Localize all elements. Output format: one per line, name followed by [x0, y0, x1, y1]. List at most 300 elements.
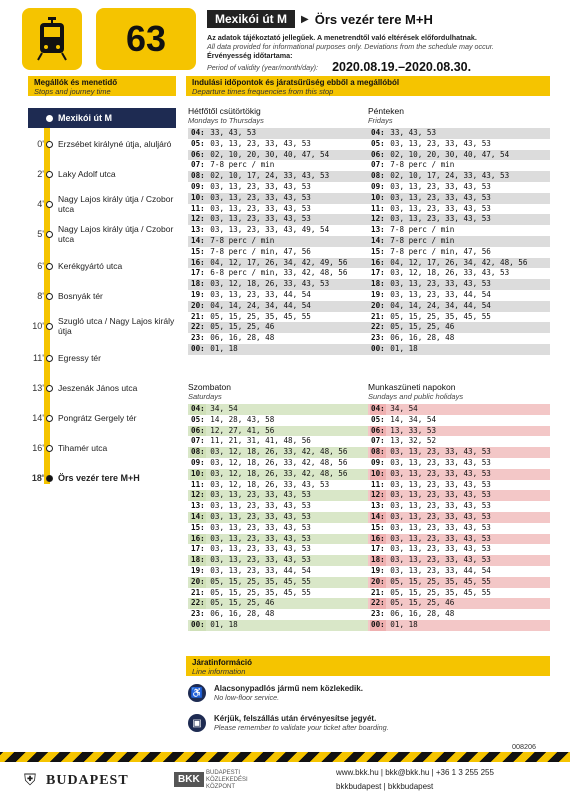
- stop-item: [28, 405, 178, 431]
- table-title-hu: Munkaszüneti napokon: [368, 382, 456, 392]
- stop-dot: [46, 141, 53, 148]
- hour-cell: 09:: [191, 457, 205, 467]
- stop-time: 5': [37, 229, 44, 239]
- minutes-cell: 05, 15, 25, 35, 45, 55: [210, 311, 311, 321]
- table-row: [368, 534, 550, 545]
- bkk-subtitle: BUDAPESTI KÖZLEKEDÉSI KÖZPONT: [206, 770, 248, 790]
- minutes-cell: 03, 12, 18, 26, 33, 43, 53: [210, 279, 330, 289]
- table-row: [368, 501, 550, 512]
- hour-cell: 14:: [371, 511, 385, 521]
- minutes-cell: 14, 28, 43, 58: [210, 414, 275, 424]
- info-text-en: Please remember to validate your ticket after boarding.: [214, 723, 389, 732]
- route-number: 63: [96, 8, 196, 70]
- minutes-cell: 03, 13, 23, 33, 43, 53: [210, 544, 311, 554]
- info-text-hu: Alacsonypadlós jármű nem közlekedik.: [214, 684, 363, 693]
- stop-time: 13': [32, 383, 44, 393]
- minutes-cell: 05, 15, 25, 46: [210, 322, 275, 332]
- hour-cell: 22:: [191, 598, 205, 608]
- table-row: [368, 436, 550, 447]
- table-row: [368, 415, 550, 426]
- table-row: [188, 193, 370, 204]
- hour-cell: 20:: [371, 576, 385, 586]
- minutes-cell: 7-8 perc / min, 47, 56: [390, 246, 491, 256]
- minutes-cell: 03, 13, 23, 33, 43, 53: [210, 555, 311, 565]
- minutes-cell: 03, 13, 23, 33, 44, 54: [390, 565, 491, 575]
- hour-cell: 23:: [371, 333, 385, 343]
- stop-item: [28, 465, 178, 491]
- minutes-cell: 03, 13, 23, 33, 43, 53: [390, 490, 491, 500]
- table-row: [188, 268, 370, 279]
- hour-cell: 12:: [191, 214, 205, 224]
- stop-name: Bosnyák tér: [58, 291, 103, 301]
- minutes-cell: 05, 15, 25, 35, 45, 55: [390, 587, 491, 597]
- times-section-header: [186, 76, 550, 96]
- hour-cell: 17:: [191, 268, 205, 278]
- stops-section-header: [28, 76, 176, 96]
- stop-dot: [46, 263, 53, 270]
- hour-cell: 13:: [371, 501, 385, 511]
- validity-label-hu: Érvényesség időtartama:: [207, 51, 293, 60]
- hour-cell: 14:: [371, 235, 385, 245]
- ticket-validator-icon: ▣: [188, 714, 206, 732]
- hour-cell: 07:: [191, 436, 205, 446]
- table-title-hu: Hétfőtől csütörtökig: [188, 106, 261, 116]
- table-row: [368, 204, 550, 215]
- table-row: [188, 333, 370, 344]
- stop-item: [28, 131, 178, 157]
- table-row: [368, 588, 550, 599]
- table-row: [188, 436, 370, 447]
- hour-cell: 16:: [191, 257, 205, 267]
- hour-cell: 08:: [371, 171, 385, 181]
- hour-cell: 15:: [191, 246, 205, 256]
- rows: [188, 128, 370, 355]
- table-row: [188, 469, 370, 480]
- table-row: [368, 620, 550, 631]
- table-row: [368, 139, 550, 150]
- minutes-cell: 01, 18: [390, 619, 418, 629]
- table-row: [188, 480, 370, 491]
- stop-time: 10': [32, 321, 44, 331]
- table-row: [368, 279, 550, 290]
- hour-cell: 08:: [191, 171, 205, 181]
- hour-cell: 19:: [191, 565, 205, 575]
- hour-cell: 20:: [371, 300, 385, 310]
- hour-cell: 04:: [371, 404, 385, 413]
- table-title-hu: Pénteken: [368, 106, 404, 116]
- rows: [368, 404, 550, 631]
- hour-cell: 05:: [371, 414, 385, 424]
- hour-cell: 22:: [371, 598, 385, 608]
- table-row: [368, 523, 550, 534]
- hour-cell: 18:: [191, 279, 205, 289]
- hour-cell: 16:: [371, 533, 385, 543]
- minutes-cell: 03, 12, 18, 26, 33, 42, 48, 56: [210, 468, 348, 478]
- table-row: [188, 501, 370, 512]
- minutes-cell: 13, 33, 53: [390, 425, 437, 435]
- hour-cell: 21:: [191, 311, 205, 321]
- table-row: [188, 322, 370, 333]
- wheelchair-icon: ♿: [188, 684, 206, 702]
- stop-dot: [46, 445, 53, 452]
- to-stop: Örs vezér tere M+H: [314, 11, 433, 27]
- table-row: [368, 247, 550, 258]
- table-row: [368, 555, 550, 566]
- minutes-cell: 03, 13, 23, 33, 43, 53: [390, 457, 491, 467]
- contacts: www.bkk.hu | bkk@bkk.hu | +36 1 3 255 255: [336, 768, 494, 777]
- hour-cell: 23:: [191, 333, 205, 343]
- hour-cell: 12:: [371, 214, 385, 224]
- hour-cell: 20:: [191, 576, 205, 586]
- table-row: [188, 182, 370, 193]
- table-row: [368, 609, 550, 620]
- table-row: [188, 139, 370, 150]
- stop-time: 14': [32, 413, 44, 423]
- table-row: [188, 312, 370, 323]
- minutes-cell: 05, 15, 25, 35, 45, 55: [390, 576, 491, 586]
- stop-name: Szugló utca / Nagy Lajos király útja: [58, 316, 175, 336]
- table-row: [368, 301, 550, 312]
- hour-cell: 00:: [191, 619, 205, 629]
- stop-name: Kerékgyártó utca: [58, 261, 123, 271]
- hour-cell: 15:: [371, 246, 385, 256]
- table-row: [368, 404, 550, 415]
- hour-cell: 19:: [371, 289, 385, 299]
- minutes-cell: 03, 13, 23, 33, 43, 53: [390, 214, 491, 224]
- minutes-cell: 7-8 perc / min: [390, 235, 455, 245]
- stop-time: 11': [32, 353, 44, 363]
- table-row: [188, 160, 370, 171]
- stop-item: [28, 375, 178, 401]
- minutes-cell: 11, 21, 31, 41, 48, 56: [210, 436, 311, 446]
- minutes-cell: 03, 13, 23, 33, 43, 53: [390, 468, 491, 478]
- hour-cell: 18:: [371, 279, 385, 289]
- table-row: [368, 312, 550, 323]
- stop-name: Örs vezér tere M+H: [58, 473, 140, 483]
- stop-name: Laky Adolf utca: [58, 169, 116, 179]
- minutes-cell: 03, 13, 23, 33, 44, 54: [210, 565, 311, 575]
- minutes-cell: 7-8 perc / min: [210, 235, 275, 245]
- times-title-hu: Indulási időpontok és járatsűrűség ebből a megállóból: [192, 78, 400, 87]
- from-stop: Mexikói út M: [207, 10, 295, 28]
- minutes-cell: 01, 18: [210, 619, 238, 629]
- hour-cell: 09:: [371, 457, 385, 467]
- minutes-cell: 03, 13, 23, 33, 43, 53: [390, 138, 491, 148]
- hour-cell: 06:: [371, 149, 385, 159]
- table-row: [368, 214, 550, 225]
- hour-cell: 13:: [191, 501, 205, 511]
- minutes-cell: 03, 13, 23, 33, 43, 53: [210, 203, 311, 213]
- hour-cell: 15:: [191, 522, 205, 532]
- line-info-header: [186, 656, 550, 676]
- minutes-cell: 05, 15, 25, 35, 45, 55: [210, 587, 311, 597]
- minutes-cell: 7-8 perc / min: [390, 225, 455, 235]
- table-row: [188, 415, 370, 426]
- table-row: [188, 128, 370, 139]
- stop-time: 2': [37, 169, 44, 179]
- table-row: [188, 598, 370, 609]
- hour-cell: 21:: [191, 587, 205, 597]
- table-row: [188, 577, 370, 588]
- minutes-cell: 7-8 perc / min: [210, 160, 275, 170]
- stop-name: Nagy Lajos király útja / Czobor utca: [58, 224, 174, 244]
- table-row: [188, 236, 370, 247]
- timetable-mon-thu: [188, 106, 370, 355]
- table-row: [188, 344, 370, 355]
- table-row: [368, 333, 550, 344]
- hour-cell: 16:: [371, 257, 385, 267]
- doc-code: 008206: [512, 742, 536, 751]
- minutes-cell: 7-8 perc / min: [390, 160, 455, 170]
- minutes-cell: 03, 13, 23, 33, 43, 53: [210, 138, 311, 148]
- table-row: [368, 128, 550, 139]
- stop-dot: [46, 385, 53, 392]
- table-row: [188, 258, 370, 269]
- minutes-cell: 05, 15, 25, 46: [390, 322, 455, 332]
- hour-cell: 16:: [191, 533, 205, 543]
- table-row: [368, 236, 550, 247]
- minutes-cell: 04, 12, 17, 26, 34, 42, 48, 56: [390, 257, 528, 267]
- stop-item: [28, 435, 178, 461]
- minutes-cell: 03, 13, 23, 33, 43, 53: [210, 533, 311, 543]
- stop-name: Nagy Lajos király útja / Czobor utca: [58, 194, 174, 214]
- minutes-cell: 03, 13, 23, 33, 43, 53: [210, 522, 311, 532]
- info-item-lowfloor: [188, 684, 363, 702]
- table-row: [188, 279, 370, 290]
- table-row: [368, 290, 550, 301]
- minutes-cell: 03, 13, 23, 33, 43, 53: [390, 501, 491, 511]
- table-row: [188, 555, 370, 566]
- table-row: [188, 544, 370, 555]
- hour-cell: 06:: [191, 425, 205, 435]
- table-row: [188, 447, 370, 458]
- minutes-cell: 03, 13, 23, 33, 43, 53: [210, 501, 311, 511]
- table-row: [368, 225, 550, 236]
- minutes-cell: 02, 10, 20, 30, 40, 47, 54: [210, 149, 330, 159]
- hour-cell: 17:: [191, 544, 205, 554]
- minutes-cell: 03, 13, 23, 33, 43, 53: [390, 555, 491, 565]
- table-row: [368, 469, 550, 480]
- minutes-cell: 33, 43, 53: [390, 128, 437, 137]
- table-row: [368, 344, 550, 355]
- footer: [0, 762, 570, 800]
- minutes-cell: 03, 13, 23, 33, 43, 53: [210, 511, 311, 521]
- hour-cell: 05:: [191, 138, 205, 148]
- table-title-hu: Szombaton: [188, 382, 231, 392]
- validity-dates: 2020.08.19.–2020.08.30.: [332, 60, 472, 74]
- info-text-hu: Kérjük, felszállás után érvényesítse jegyét.: [214, 714, 377, 723]
- table-row: [368, 577, 550, 588]
- table-row: [188, 171, 370, 182]
- hour-cell: 11:: [191, 479, 205, 489]
- table-title-en: Saturdays: [188, 392, 222, 401]
- line-info-title-hu: Járatinformáció: [192, 658, 253, 667]
- minutes-cell: 03, 12, 18, 26, 33, 42, 48, 56: [210, 457, 348, 467]
- validity-label-en: Period of validity (year/month/day):: [207, 62, 319, 72]
- minutes-cell: 01, 18: [390, 343, 418, 353]
- stops-title-en: Stops and journey time: [34, 87, 111, 96]
- stop-dot: [46, 475, 53, 482]
- stop-name: Erzsébet királyné útja, aluljáró: [58, 139, 172, 149]
- minutes-cell: 03, 13, 23, 33, 43, 53: [390, 511, 491, 521]
- hour-cell: 07:: [191, 160, 205, 170]
- minutes-cell: 03, 13, 23, 33, 44, 54: [210, 289, 311, 299]
- table-row: [368, 447, 550, 458]
- table-title-en: Fridays: [368, 116, 393, 125]
- minutes-cell: 05, 15, 25, 35, 45, 55: [390, 311, 491, 321]
- table-row: [368, 426, 550, 437]
- stop-time: 4': [37, 199, 44, 209]
- table-row: [188, 534, 370, 545]
- hour-cell: 06:: [191, 149, 205, 159]
- table-row: [188, 214, 370, 225]
- stop-item: [28, 313, 178, 339]
- minutes-cell: 33, 43, 53: [210, 128, 257, 137]
- minutes-cell: 03, 13, 23, 33, 43, 53: [210, 181, 311, 191]
- hour-cell: 17:: [371, 544, 385, 554]
- hour-cell: 08:: [371, 447, 385, 457]
- minutes-cell: 05, 15, 25, 35, 45, 55: [210, 576, 311, 586]
- minutes-cell: 03, 13, 23, 33, 43, 53: [390, 479, 491, 489]
- hour-cell: 22:: [371, 322, 385, 332]
- minutes-cell: 03, 13, 23, 33, 43, 49, 54: [210, 225, 330, 235]
- table-row: [188, 290, 370, 301]
- minutes-cell: 03, 12, 18, 26, 33, 42, 48, 56: [210, 447, 348, 457]
- minutes-cell: 03, 13, 23, 33, 43, 53: [390, 279, 491, 289]
- hour-cell: 09:: [371, 181, 385, 191]
- hour-cell: 11:: [371, 479, 385, 489]
- coat-of-arms-icon: ⛨: [24, 772, 37, 789]
- hour-cell: 21:: [371, 587, 385, 597]
- table-row: [188, 588, 370, 599]
- minutes-cell: 7-8 perc / min, 47, 56: [210, 246, 311, 256]
- hazard-stripe: [0, 752, 570, 762]
- stop-item: [28, 345, 178, 371]
- stop-name: Jeszenák János utca: [58, 383, 138, 393]
- minutes-cell: 06, 16, 28, 48: [390, 609, 455, 619]
- hour-cell: 05:: [191, 414, 205, 424]
- hour-cell: 21:: [371, 311, 385, 321]
- stop-current: [28, 108, 176, 128]
- table-row: [188, 523, 370, 534]
- timetable-fri: [368, 106, 550, 355]
- hour-cell: 08:: [191, 447, 205, 457]
- tram-icon: [34, 17, 70, 61]
- table-row: [368, 258, 550, 269]
- minutes-cell: 03, 12, 18, 26, 33, 43, 53: [210, 479, 330, 489]
- minutes-cell: 06, 16, 28, 48: [210, 333, 275, 343]
- hour-cell: 15:: [371, 522, 385, 532]
- stop-time: 8': [37, 291, 44, 301]
- stop-item: [28, 191, 178, 217]
- table-row: [368, 598, 550, 609]
- table-row: [368, 322, 550, 333]
- rows: [188, 404, 370, 631]
- stop-item: [28, 221, 178, 247]
- minutes-cell: 6-8 perc / min, 33, 42, 48, 56: [210, 268, 348, 278]
- table-row: [188, 404, 370, 415]
- minutes-cell: 05, 15, 25, 46: [390, 598, 455, 608]
- minutes-cell: 03, 13, 23, 33, 43, 53: [390, 203, 491, 213]
- timetable-sat: [188, 382, 370, 631]
- minutes-cell: 03, 12, 18, 26, 33, 43, 53: [390, 268, 510, 278]
- hour-cell: 04:: [191, 404, 205, 413]
- table-row: [188, 490, 370, 501]
- minutes-cell: 03, 13, 23, 33, 43, 53: [390, 447, 491, 457]
- table-row: [368, 160, 550, 171]
- table-title-en: Mondays to Thursdays: [188, 116, 264, 125]
- hour-cell: 00:: [371, 343, 385, 353]
- hour-cell: 04:: [191, 128, 205, 137]
- hour-cell: 13:: [371, 225, 385, 235]
- hour-cell: 20:: [191, 300, 205, 310]
- line-info-title-en: Line information: [192, 667, 246, 676]
- minutes-cell: 04, 12, 17, 26, 34, 42, 49, 56: [210, 257, 348, 267]
- minutes-cell: 13, 32, 52: [390, 436, 437, 446]
- hour-cell: 11:: [191, 203, 205, 213]
- hour-cell: 22:: [191, 322, 205, 332]
- minutes-cell: 06, 16, 28, 48: [390, 333, 455, 343]
- minutes-cell: 03, 13, 23, 33, 43, 53: [210, 214, 311, 224]
- hour-cell: 05:: [371, 138, 385, 148]
- minutes-cell: 03, 13, 23, 33, 43, 53: [390, 522, 491, 532]
- minutes-cell: 12, 27, 41, 56: [210, 425, 275, 435]
- table-row: [188, 458, 370, 469]
- minutes-cell: 03, 13, 23, 33, 43, 53: [390, 181, 491, 191]
- tram-icon-box: [22, 8, 82, 70]
- stop-dot: [46, 201, 53, 208]
- notice-en: All data provided for informational purposes only. Deviations from the schedule may occur.: [207, 42, 494, 51]
- minutes-cell: 14, 34, 54: [390, 414, 437, 424]
- table-row: [188, 609, 370, 620]
- hour-cell: 12:: [371, 490, 385, 500]
- stop-item: [28, 253, 178, 279]
- times-title-en: Departure times frequencies from this stop: [192, 87, 334, 96]
- hour-cell: 23:: [371, 609, 385, 619]
- validity-block: [207, 33, 557, 74]
- hour-cell: 10:: [371, 468, 385, 478]
- minutes-cell: 02, 10, 17, 24, 33, 43, 53: [210, 171, 330, 181]
- hour-cell: 14:: [191, 235, 205, 245]
- hour-cell: 00:: [371, 619, 385, 629]
- stop-item: [28, 283, 178, 309]
- minutes-cell: 02, 10, 20, 30, 40, 47, 54: [390, 149, 510, 159]
- stop-time: 6': [37, 261, 44, 271]
- table-row: [188, 301, 370, 312]
- info-text-en: No low-floor service.: [214, 693, 280, 702]
- info-item-validate: [188, 714, 389, 732]
- minutes-cell: 04, 14, 24, 34, 44, 54: [390, 300, 491, 310]
- table-row: [368, 268, 550, 279]
- table-row: [368, 566, 550, 577]
- minutes-cell: 03, 13, 23, 33, 43, 53: [210, 192, 311, 202]
- table-row: [188, 566, 370, 577]
- hour-cell: 23:: [191, 609, 205, 619]
- table-row: [188, 204, 370, 215]
- stop-time: 0': [37, 139, 44, 149]
- hour-cell: 10:: [191, 192, 205, 202]
- table-row: [188, 247, 370, 258]
- table-row: [368, 512, 550, 523]
- table-row: [368, 193, 550, 204]
- hour-cell: 14:: [191, 511, 205, 521]
- table-row: [368, 171, 550, 182]
- rows: [368, 128, 550, 355]
- stop-dot: [46, 293, 53, 300]
- minutes-cell: 05, 15, 25, 46: [210, 598, 275, 608]
- hour-cell: 19:: [371, 565, 385, 575]
- notice-hu: Az adatok tájékoztató jellegűek. A menetrendtől való eltérések előfordulhatnak.: [207, 33, 477, 42]
